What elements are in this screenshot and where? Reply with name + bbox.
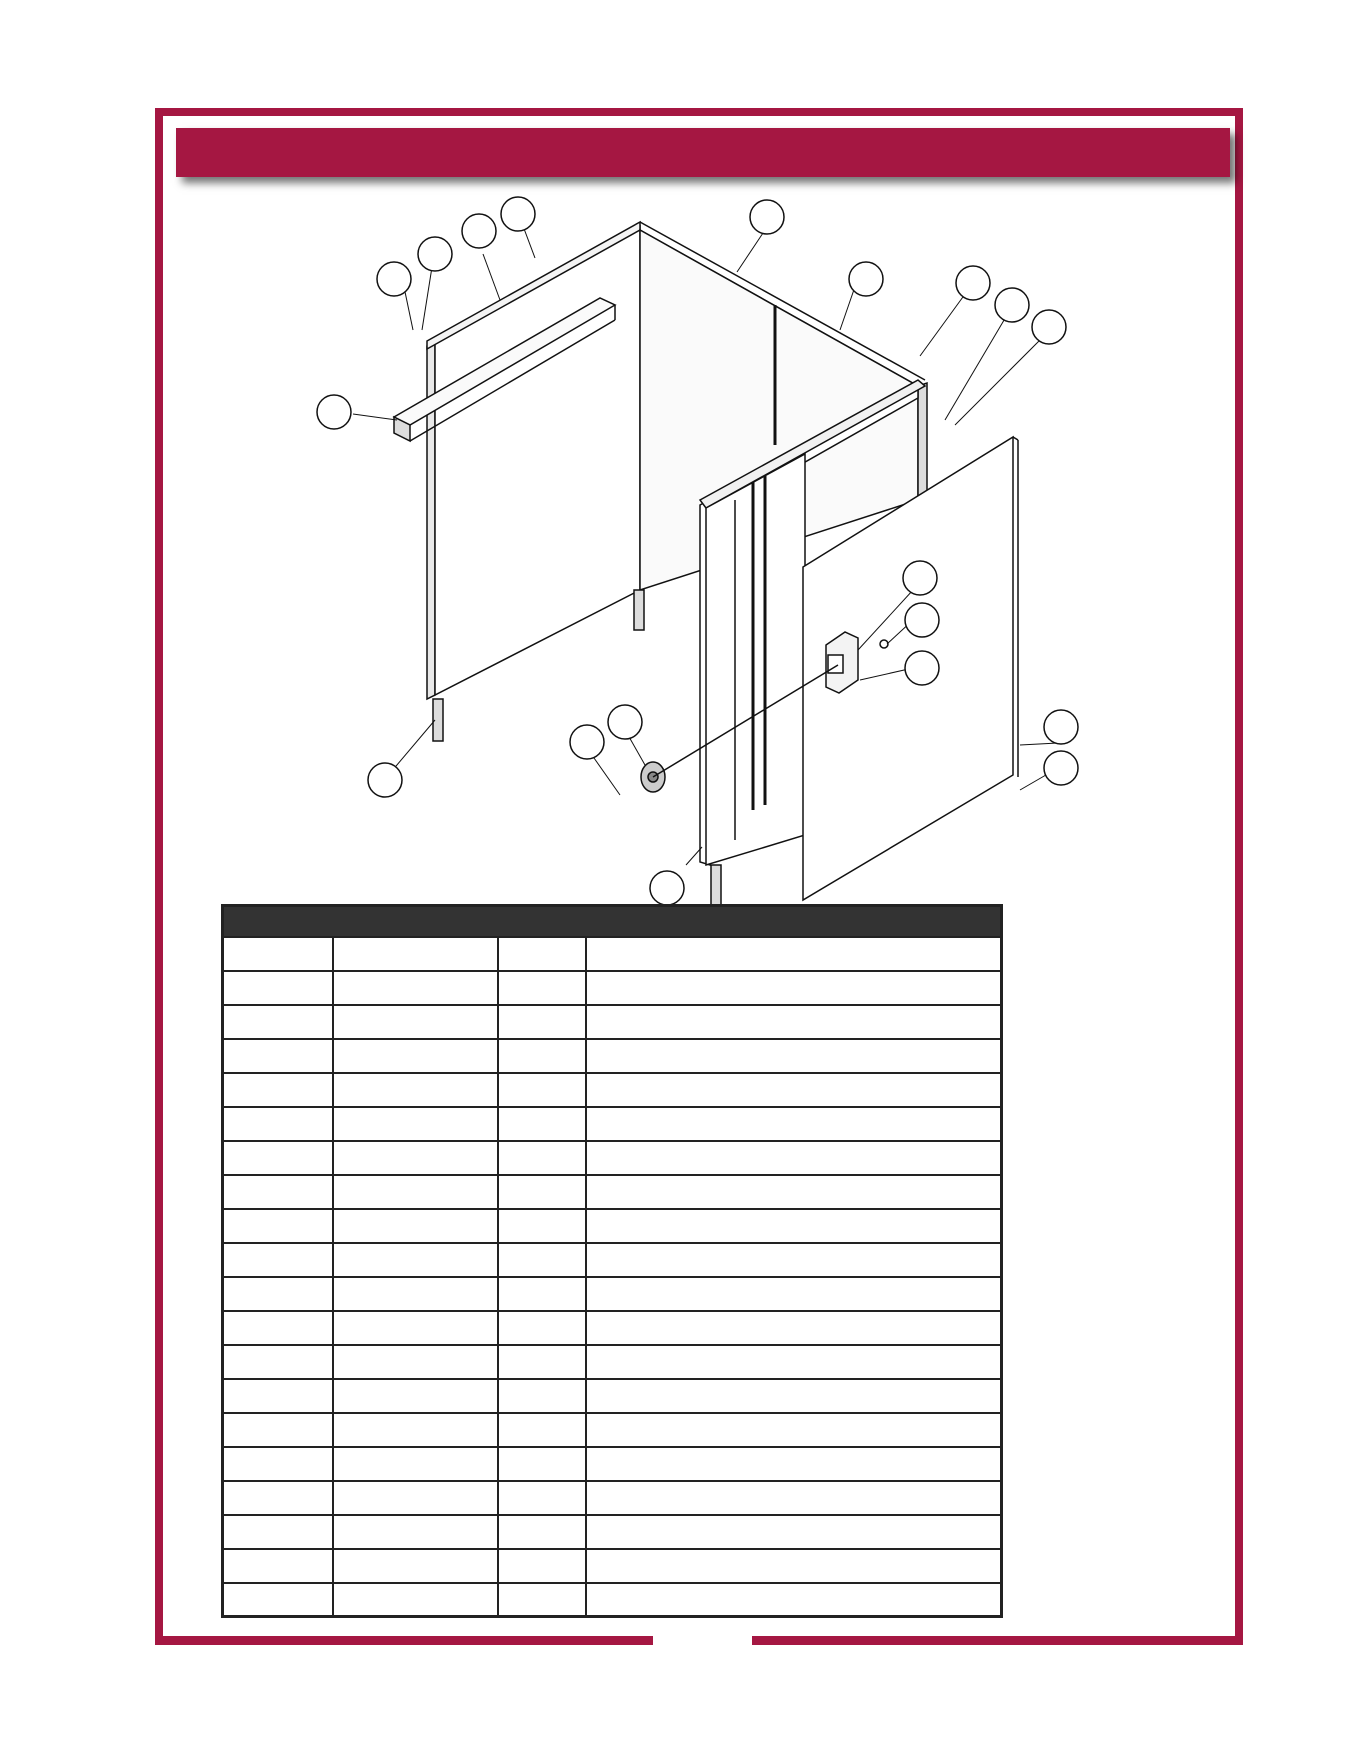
table-row [223,1379,1002,1413]
table-cell [223,1107,334,1141]
table-cell [223,1005,334,1039]
table-cell [333,1481,498,1515]
callout-7 [956,266,990,300]
table-cell [333,1243,498,1277]
table-cell [586,1447,1001,1481]
table-cell [498,1277,586,1311]
table-cell [498,1549,586,1583]
table-row [223,1107,1002,1141]
callout-11 [368,763,402,797]
callout-10 [317,395,351,429]
table-cell [498,1481,586,1515]
table-row [223,1515,1002,1549]
table-cell [223,1243,334,1277]
table-cell [333,971,498,1005]
parts-list-table [221,904,1003,1618]
callout-5 [750,200,784,234]
table-cell [586,1311,1001,1345]
table-cell [586,1141,1001,1175]
table-row [223,1005,1002,1039]
table-cell [333,1175,498,1209]
table-cell [333,1005,498,1039]
table-row [223,1413,1002,1447]
table-row [223,1175,1002,1209]
table-cell [223,1447,334,1481]
table-cell [498,1039,586,1073]
table-cell [498,1515,586,1549]
table-row [223,1549,1002,1583]
table-cell [586,1073,1001,1107]
table-cell [223,1141,334,1175]
table-cell [498,1447,586,1481]
table-cell [333,1345,498,1379]
table-cell [223,971,334,1005]
table-cell [498,1413,586,1447]
table-cell [586,1413,1001,1447]
callout-14 [650,871,684,905]
callout-4 [501,197,535,231]
table-cell [498,937,586,971]
table-row [223,1209,1002,1243]
table-row [223,1141,1002,1175]
callout-13 [570,725,604,759]
table-row [223,1345,1002,1379]
table-cell [223,1583,334,1617]
table-row [223,1447,1002,1481]
table-cell [498,1311,586,1345]
table-cell [498,971,586,1005]
callout-17 [905,651,939,685]
left-panel-face [435,226,640,695]
table-cell [586,1005,1001,1039]
table-cell [586,1583,1001,1617]
callout-18 [1044,710,1078,744]
front-face-strip [706,454,805,865]
callout-8 [995,288,1029,322]
bottom-rule-right [752,1636,1243,1645]
table-cell [498,1175,586,1209]
table-cell [223,1175,334,1209]
table-header-row [223,906,1002,937]
table-cell [333,937,498,971]
table-cell [498,1209,586,1243]
table-cell [333,1141,498,1175]
callout-1 [377,262,411,296]
table-row [223,937,1002,971]
table-row [223,971,1002,1005]
table-cell [498,1583,586,1617]
table-cell [223,1345,334,1379]
table-cell [498,1141,586,1175]
table-cell [586,1209,1001,1243]
table-row [223,1481,1002,1515]
table-cell [333,1413,498,1447]
table-cell [333,1549,498,1583]
table-cell [498,1005,586,1039]
leg-front [711,865,721,905]
callout-19 [1044,751,1078,785]
table-cell [223,1379,334,1413]
table-cell [586,1549,1001,1583]
table-header [223,906,1002,937]
callout-16 [905,603,939,637]
callout-3 [462,214,496,248]
table-cell [333,1447,498,1481]
table-cell [333,1039,498,1073]
table-cell [223,1277,334,1311]
table-cell [223,1311,334,1345]
table-cell [586,1345,1001,1379]
table-row [223,1583,1002,1617]
callout-6 [849,262,883,296]
table-cell [586,1243,1001,1277]
table-cell [498,1379,586,1413]
table-cell [223,1039,334,1073]
callout-12 [608,705,642,739]
table-cell [498,1243,586,1277]
callout-2 [418,237,452,271]
right-corner-post [918,383,927,500]
table-cell [223,1209,334,1243]
table-cell [586,1379,1001,1413]
table-cell [586,1515,1001,1549]
table-row [223,1039,1002,1073]
table-cell [333,1209,498,1243]
table-cell [223,1481,334,1515]
table-cell [333,1277,498,1311]
callout-9 [1032,310,1066,344]
table-row [223,1311,1002,1345]
table-cell [333,1073,498,1107]
table-cell [333,1515,498,1549]
leg-back [634,590,644,630]
table-cell [498,1107,586,1141]
table-cell [586,1039,1001,1073]
table-cell [333,1583,498,1617]
bottom-rule-left [155,1636,653,1645]
table-cell [333,1311,498,1345]
table-cell [586,937,1001,971]
table-cell [498,1073,586,1107]
table-cell [333,1379,498,1413]
table-cell [333,1107,498,1141]
table-cell [223,1515,334,1549]
table-cell [223,1549,334,1583]
callout-15 [903,561,937,595]
table-cell [498,1345,586,1379]
table-cell [586,1107,1001,1141]
table-cell [223,937,334,971]
table-row [223,1277,1002,1311]
table-cell [586,971,1001,1005]
table-cell [223,1073,334,1107]
table-row [223,1243,1002,1277]
table-cell [223,1413,334,1447]
table-row [223,1073,1002,1107]
table-cell [586,1277,1001,1311]
table-cell [586,1175,1001,1209]
table-cell [586,1481,1001,1515]
